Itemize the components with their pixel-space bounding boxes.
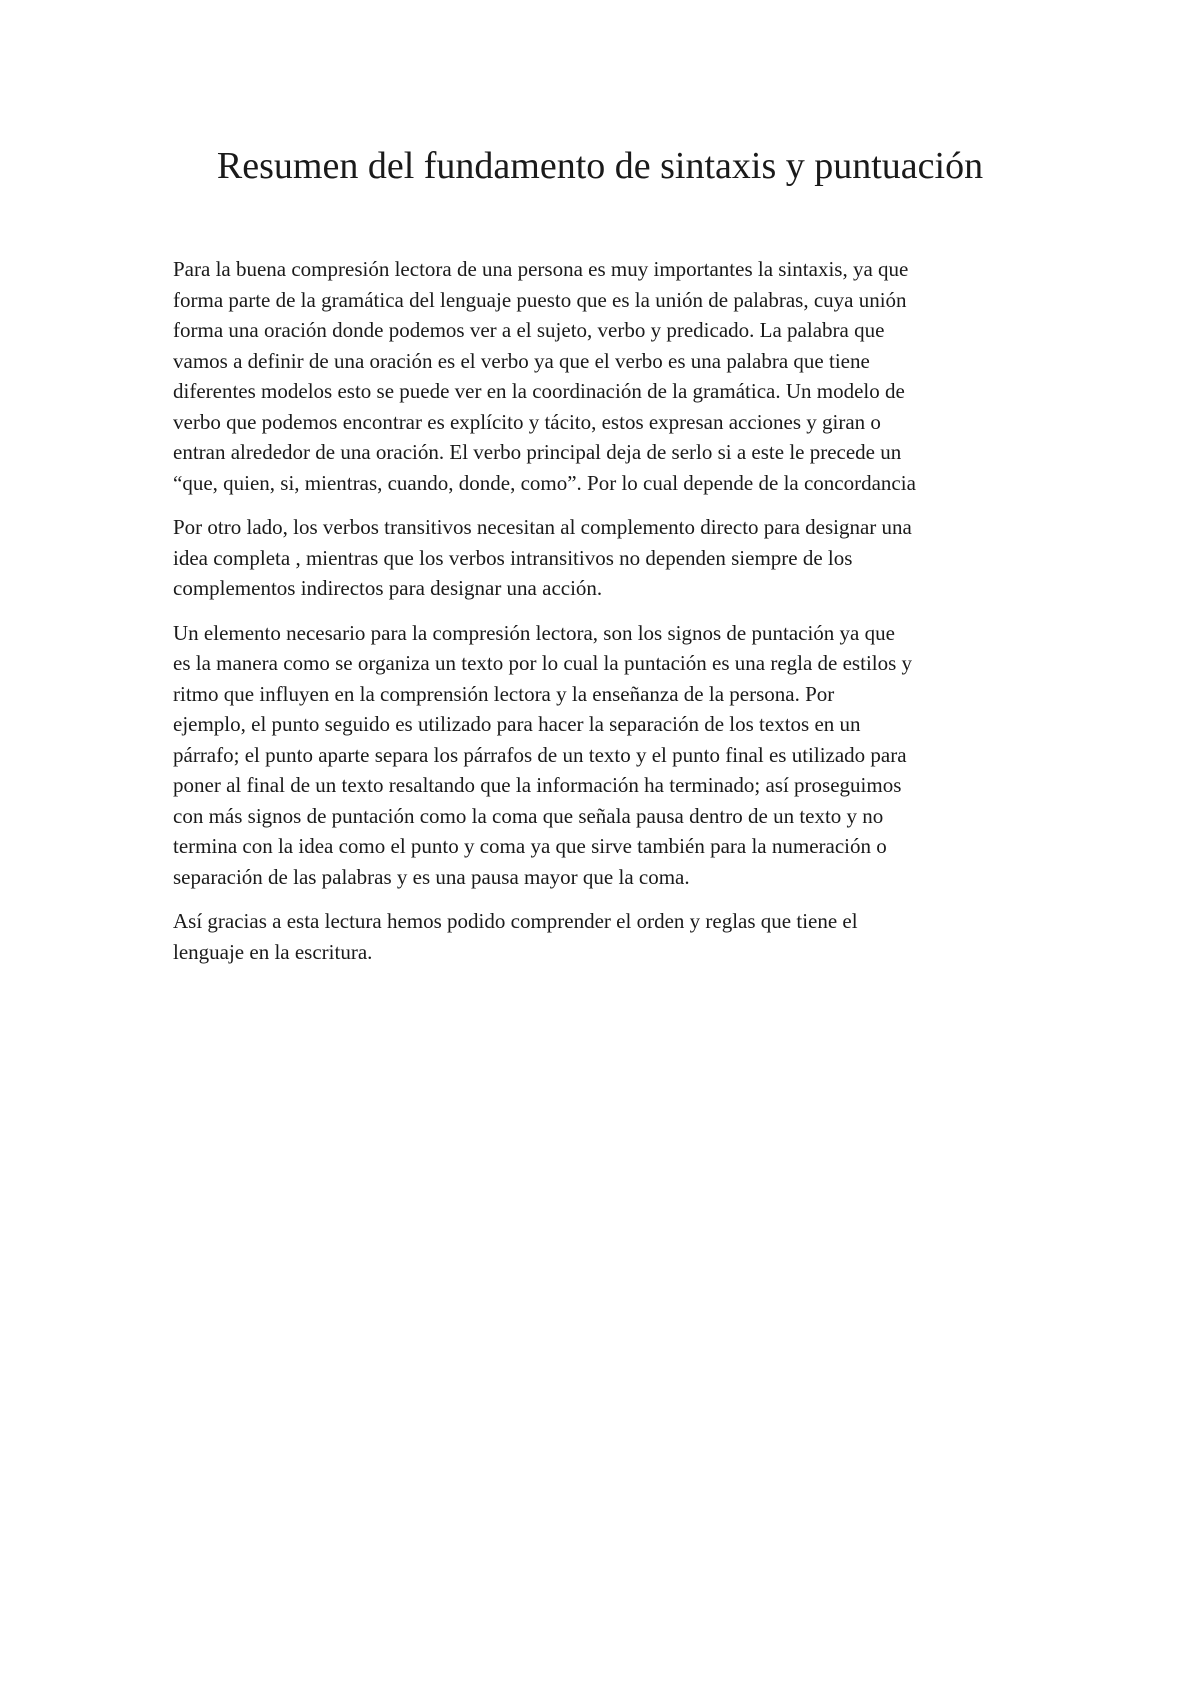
- text-line: Un elemento necesario para la compresión lectora, son los signos de puntación ya que: [173, 620, 895, 645]
- text-line: Para la buena compresión lectora de una persona es muy importantes la sintaxis, ya que: [173, 257, 909, 281]
- text-line: ritmo que influyen en la comprensión lectora y la enseñanza de la persona. Por: [173, 681, 835, 706]
- text-line: lenguaje en la escritura.: [173, 939, 373, 964]
- paragraph-4: [173, 906, 1053, 967]
- paragraph-2: [173, 512, 1053, 604]
- text-line: verbo que podemos encontrar es explícito y tácito, estos expresan acciones y giran o: [173, 409, 881, 434]
- text-line: complementos indirectos para designar una acción.: [173, 576, 603, 600]
- text-line: poner al final de un texto resaltando que la información ha terminado; así proseguimos: [173, 773, 902, 797]
- text-line: forma parte de la gramática del lenguaje puesto que es la unión de palabras, cuya unión: [173, 287, 907, 312]
- text-line: vamos a definir de una oración es el verbo ya que el verbo es una palabra que tiene: [173, 348, 870, 373]
- text-line: diferentes modelos esto se puede ver en la coordinación de la gramática. Un modelo de: [173, 379, 905, 403]
- text-line: Por otro lado, los verbos transitivos necesitan al complemento directo para designar una: [173, 515, 912, 539]
- text-line: es la manera como se organiza un texto por lo cual la puntación es una regla de estilos y: [173, 651, 913, 675]
- text-line: párrafo; el punto aparte separa los párrafos de un texto y el punto final es utilizado para: [173, 742, 907, 767]
- text-line: entran alrededor de una oración. El verbo principal deja de serlo si a este le precede un: [173, 440, 902, 464]
- document-body: [173, 254, 1053, 981]
- text-line: Así gracias a esta lectura hemos podido comprender el orden y reglas que tiene el: [173, 909, 858, 933]
- text-line: separación de las palabras y es una pausa mayor que la coma.: [173, 864, 690, 889]
- paragraph-1: [173, 254, 1053, 498]
- text-line: idea completa , mientras que los verbos intransitivos no dependen siempre de los: [173, 545, 853, 570]
- text-line: “que, quien, si, mientras, cuando, donde, como”. Por lo cual depende de la concordancia: [173, 470, 916, 495]
- text-line: ejemplo, el punto seguido es utilizado para hacer la separación de los textos en un: [173, 712, 861, 736]
- text-line: forma una oración donde podemos ver a el sujeto, verbo y predicado. La palabra que: [173, 318, 885, 342]
- text-line: termina con la idea como el punto y coma ya que sirve también para la numeración o: [173, 834, 887, 858]
- document-title: Resumen del fundamento de sintaxis y puntuación: [216, 145, 984, 187]
- paragraph-3: [173, 618, 1053, 893]
- text-line: con más signos de puntación como la coma que señala pausa dentro de un texto y no: [173, 803, 884, 828]
